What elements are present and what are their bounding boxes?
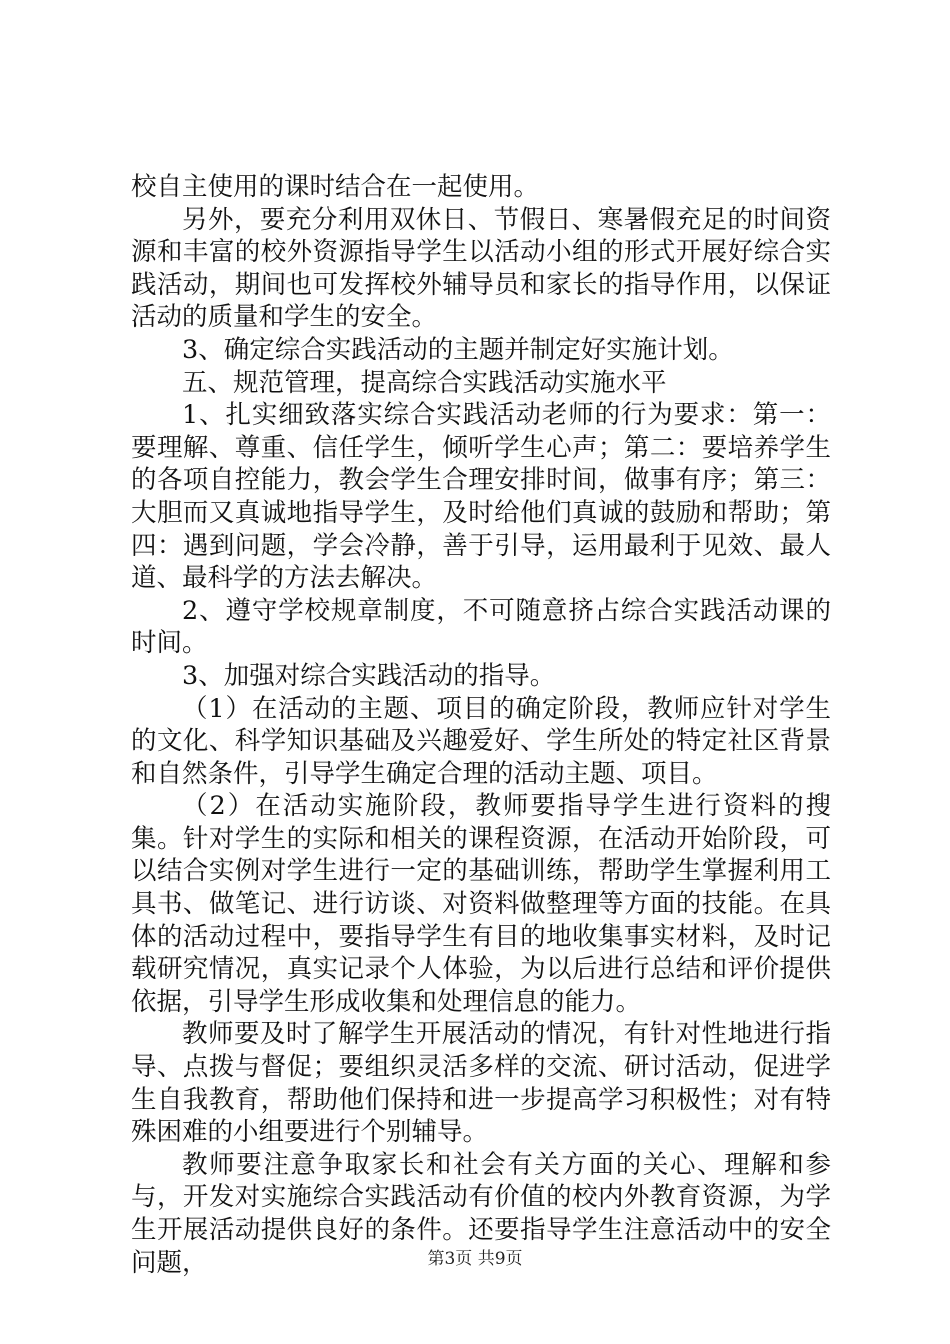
section-heading: 五、规范管理，提高综合实践活动实施水平 [182, 367, 667, 398]
document-body [131, 171, 831, 1279]
paragraph-11: 教师要注意争取家长和社会有关方面的关心、理解和参与，开发对实施综合实践活动有价值的校内外教育资源，为学生开展活动提供良好的条件。还要指导学生注意活动中的安全问题， [131, 1149, 831, 1278]
paragraph-10: 教师要及时了解学生开展活动的情况，有针对性地进行指导、点拨与督促；要组织灵活多样的交流、研讨活动，促进学生自我教育，帮助他们保持和进一步提高学习积极性；对有特殊困难的小组要进行个别辅导。 [131, 1019, 831, 1148]
paragraph-2: 另外，要充分利用双休日、节假日、寒暑假充足的时间资源和丰富的校外资源指导学生以活动小组的形式开展好综合实践活动，期间也可发挥校外辅导员和家长的指导作用，以保证活动的质量和学生的安全。 [131, 204, 831, 333]
paragraph-3: 3、确定综合实践活动的主题并制定好实施计划。 [182, 334, 734, 365]
paragraph-7: 3、加强对综合实践活动的指导。 [182, 660, 556, 691]
paragraph-8: （1）在活动的主题、项目的确定阶段，教师应针对学生的文化、科学知识基础及兴趣爱好、学生所处的特定社区背景和自然条件，引导学生确定合理的活动主题、项目。 [131, 693, 831, 789]
paragraph-5: 1、扎实细致落实综合实践活动老师的行为要求：第一：要理解、尊重、信任学生，倾听学生心声；第二：要培养学生的各项自控能力，教会学生合理安排时间，做事有序；第三：大胆而又真诚地指导学生，及时给他们真诚的鼓励和帮助；第四：遇到问题，学会冷静，善于引导，运用最利于见效、最人道、最科学的方法去解决。 [131, 400, 831, 594]
page-number-footer: 第3页 共9页 [427, 1249, 523, 1269]
paragraph-1: 校自主使用的课时结合在一起使用。 [131, 172, 540, 202]
paragraph-9: （2）在活动实施阶段，教师要指导学生进行资料的搜集。针对学生的实际和相关的课程资源，在活动开始阶段，可以结合实例对学生进行一定的基础训练，帮助学生掌握利用工具书、做笔记、进行访谈、对资料做整理等方面的技能。在具体的活动过程中，要指导学生有目的地收集事实材料，及时记载研究情况，真实记录个人体验，为以后进行总结和评价提供依据，引导学生形成收集和处理信息的能力。 [131, 791, 831, 1017]
paragraph-6: 2、遵守学校规章制度，不可随意挤占综合实践活动课的时间。 [131, 595, 831, 659]
